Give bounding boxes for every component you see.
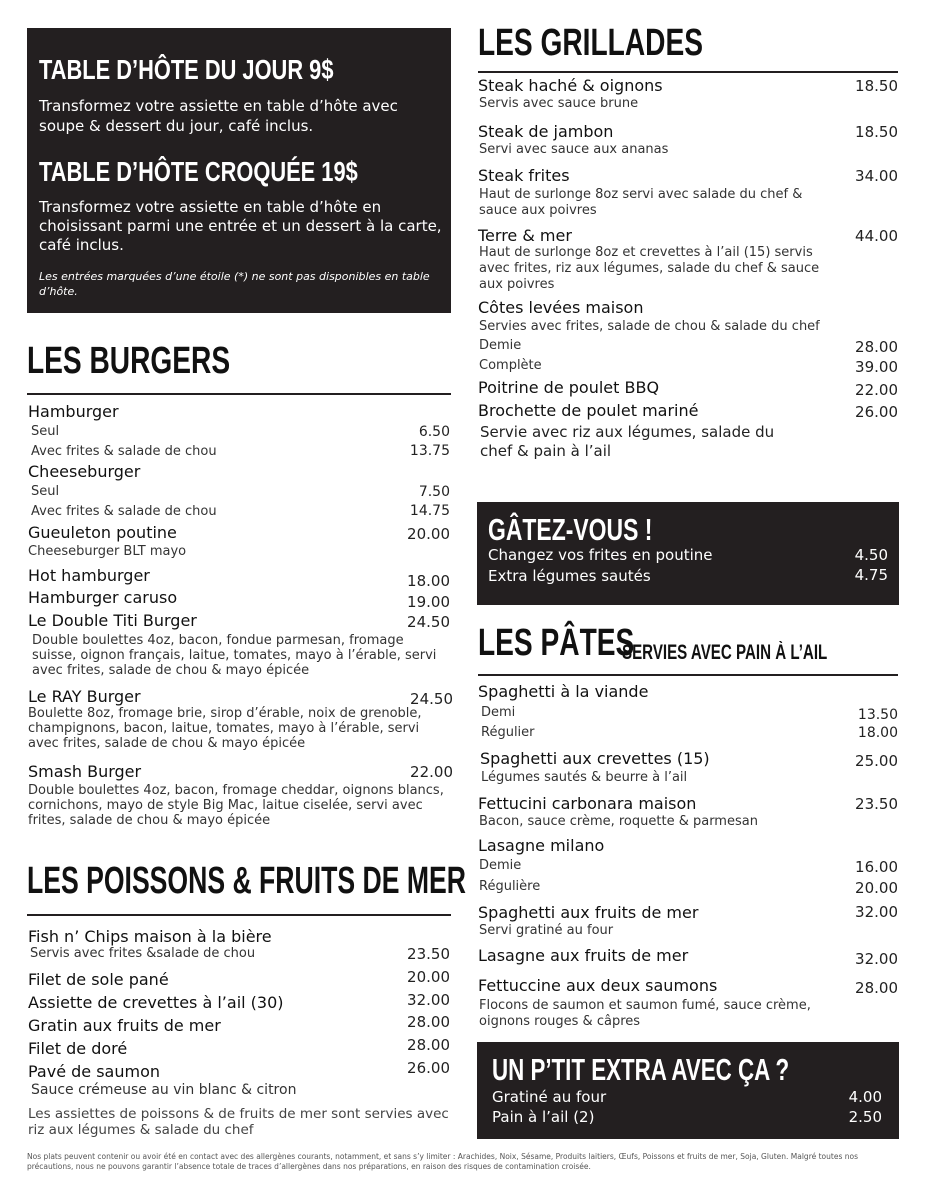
cheeseburger-price-1: 7.50: [418, 484, 450, 500]
cotes-opt-2: Complète: [479, 358, 542, 373]
cotes-price-1: 28.00: [855, 338, 898, 356]
poissons-note: Les assiettes de poissons & de fruits de mer sont servies avec riz aux légumes & salade du chef: [28, 1106, 449, 1138]
gatez-box: [477, 502, 899, 605]
fish-chips-name: Fish n’ Chips maison à la bière: [28, 927, 272, 946]
ray-name: Le RAY Burger: [28, 687, 141, 706]
jambon-name: Steak de jambon: [478, 122, 614, 141]
extra-price-2: 2.50: [848, 1108, 882, 1126]
crevettes-name: Assiette de crevettes à l’ail (30): [28, 993, 284, 1012]
carbonara-name: Fettucini carbonara maison: [478, 794, 697, 813]
spag-fdm-name: Spaghetti aux fruits de mer: [478, 903, 699, 922]
gueuleton-desc: Cheeseburger BLT mayo: [28, 544, 187, 559]
gratin-name: Gratin aux fruits de mer: [28, 1016, 221, 1035]
spag-viande-opt-1: Demi: [481, 705, 516, 720]
crevettes-price: 32.00: [407, 991, 450, 1009]
saumon-name: Pavé de saumon: [28, 1062, 161, 1081]
fish-chips-price: 23.50: [407, 945, 450, 963]
fettuccine-name: Fettuccine aux deux saumons: [478, 976, 718, 995]
hot-hamburger-price: 18.00: [407, 572, 450, 590]
saumon-desc: Sauce crémeuse au vin blanc & citron: [31, 1082, 297, 1098]
lasagne-price-1: 16.00: [855, 858, 898, 876]
ray-desc: Boulette 8oz, fromage brie, sirop d’érable, noix de grenoble, champignons, bacon, laitue, tomates, mayo à l’érable, servi avec frites, salade de chou & mayo épicée: [28, 706, 422, 751]
saumon-price: 26.00: [407, 1059, 450, 1077]
fettuccine-price: 28.00: [855, 979, 898, 997]
sole-price: 20.00: [407, 968, 450, 986]
lasagne-price-2: 20.00: [855, 879, 898, 897]
fish-chips-desc: Servis avec frites &salade de chou: [30, 946, 256, 961]
hot-hamburger-name: Hot hamburger: [28, 566, 150, 585]
caruso-name: Hamburger caruso: [28, 588, 178, 607]
gueuleton-name: Gueuleton poutine: [28, 523, 177, 542]
gatez-item-2: Extra légumes sautés: [488, 567, 651, 585]
jambon-price: 18.50: [855, 123, 898, 141]
hamburger-opt-2: Avec frites & salade de chou: [31, 444, 217, 459]
terre-mer-name: Terre & mer: [478, 226, 572, 245]
spag-crevettes-desc: Légumes sautés & beurre à l’ail: [481, 770, 688, 785]
extra-box: [477, 1042, 899, 1139]
lasagne-name: Lasagne milano: [478, 836, 605, 855]
spag-fdm-price: 32.00: [855, 903, 898, 921]
brochette-price: 26.00: [855, 403, 898, 421]
gratin-price: 28.00: [407, 1013, 450, 1031]
hamburger-price-1: 6.50: [418, 424, 450, 440]
spag-viande-price-1: 13.50: [857, 707, 898, 723]
lasagne-opt-1: Demie: [479, 858, 522, 873]
hamburger-name: Hamburger: [28, 402, 119, 421]
titi-desc: Double boulettes 4oz, bacon, fondue parmesan, fromage suisse, oignon français, laitue, tomates, mayo à l’érable, servi avec frites, salade de chou & mayo épicée: [32, 633, 437, 678]
brochette-desc: Servie avec riz aux légumes, salade du chef & pain à l’ail: [480, 423, 775, 460]
lasagne-opt-2: Régulière: [479, 879, 541, 894]
brochette-name: Brochette de poulet mariné: [478, 401, 699, 420]
pates-heading: LES PÂTES: [478, 622, 635, 664]
gatez-heading: GÂTEZ-VOUS !: [488, 512, 653, 547]
dore-price: 28.00: [407, 1036, 450, 1054]
extra-price-1: 4.00: [848, 1088, 882, 1106]
ray-price: 24.50: [410, 690, 453, 708]
pates-divider: [478, 674, 898, 676]
burgers-divider: [27, 393, 451, 395]
caruso-price: 19.00: [407, 593, 450, 611]
fettuccine-desc: Flocons de saumon et saumon fumé, sauce crème, oignons rouges & câpres: [479, 998, 811, 1029]
smash-name: Smash Burger: [28, 762, 142, 781]
cheeseburger-opt-2: Avec frites & salade de chou: [31, 504, 217, 519]
spag-fdm-desc: Servi gratiné au four: [479, 923, 614, 938]
spag-viande-name: Spaghetti à la viande: [478, 682, 649, 701]
table-hote-title-1: TABLE D’HÔTE DU JOUR 9$: [39, 54, 334, 85]
gatez-price-2: 4.75: [854, 566, 888, 584]
cheeseburger-opt-1: Seul: [31, 484, 60, 499]
spag-crevettes-price: 25.00: [855, 752, 898, 770]
gatez-price-1: 4.50: [854, 546, 888, 564]
spag-viande-opt-2: Régulier: [481, 725, 535, 740]
titi-name: Le Double Titi Burger: [28, 611, 197, 630]
terre-mer-price: 44.00: [855, 227, 898, 245]
table-hote-note: Les entrées marquées d’une étoile (*) ne sont pas disponibles en table d’hôte.: [39, 270, 430, 298]
steak-frites-name: Steak frites: [478, 166, 570, 185]
table-hote-text-2: Transformez votre assiette en table d’hôte en choisissant parmi une entrée et un dessert à la carte, café inclus.: [39, 198, 442, 254]
hamburger-price-2: 13.75: [409, 443, 450, 459]
steak-frites-price: 34.00: [855, 167, 898, 185]
cotes-name: Côtes levées maison: [478, 298, 644, 317]
smash-desc: Double boulettes 4oz, bacon, fromage cheddar, oignons blancs, cornichons, mayo de style Big Mac, laitue ciselée, servi avec frites, salade de chou & mayo épicée: [28, 783, 444, 828]
cheeseburger-name: Cheeseburger: [28, 462, 141, 481]
carbonara-price: 23.50: [855, 795, 898, 813]
extra-item-2: Pain à l’ail (2): [492, 1108, 595, 1126]
sole-name: Filet de sole pané: [28, 970, 169, 989]
extra-item-1: Gratiné au four: [492, 1088, 607, 1106]
steak-frites-desc: Haut de surlonge 8oz servi avec salade du chef & sauce aux poivres: [479, 187, 803, 218]
smash-price: 22.00: [410, 763, 453, 781]
steak-hache-price: 18.50: [855, 77, 898, 95]
gatez-item-1: Changez vos frites en poutine: [488, 546, 713, 564]
poissons-heading: LES POISSONS & FRUITS DE MER: [27, 860, 466, 902]
gueuleton-price: 20.00: [407, 525, 450, 543]
poissons-divider: [27, 914, 451, 916]
table-hote-title-2: TABLE D’HÔTE CROQUÉE 19$: [39, 156, 358, 187]
carbonara-desc: Bacon, sauce crème, roquette & parmesan: [479, 814, 758, 829]
allergen-disclaimer: Nos plats peuvent contenir ou avoir été en contact avec des allergènes courants, notamment, et sans s’y limiter : Arachides, Noix, Sésame, Produits laitiers, Œufs, Poissons et fruits de mer, Soja, Gluten. Malgré toutes nos précautions, nous ne pouvons garantir l’absence totale de traces d’allergènes dans nos préparations, en raison des risques de contamination croisée.: [27, 1152, 858, 1171]
spag-crevettes-name: Spaghetti aux crevettes (15): [480, 749, 710, 768]
dore-name: Filet de doré: [28, 1039, 128, 1058]
lasagne-fdm-price: 32.00: [855, 950, 898, 968]
cotes-price-2: 39.00: [855, 358, 898, 376]
burgers-heading: LES BURGERS: [27, 340, 231, 382]
jambon-desc: Servi avec sauce aux ananas: [479, 142, 669, 157]
grillades-divider: [478, 71, 898, 73]
pates-subheading: SERVIES AVEC PAIN À L’AIL: [622, 641, 828, 664]
poitrine-price: 22.00: [855, 381, 898, 399]
cotes-opt-1: Demie: [479, 338, 522, 353]
table-hote-text-1: Transformez votre assiette en table d’hôte avec soupe & dessert du jour, café inclus.: [39, 97, 398, 135]
extra-heading: UN P’TIT EXTRA AVEC ÇA ?: [492, 1052, 790, 1087]
grillades-heading: LES GRILLADES: [478, 22, 703, 64]
cheeseburger-price-2: 14.75: [409, 503, 450, 519]
steak-hache-desc: Servis avec sauce brune: [479, 96, 639, 111]
lasagne-fdm-name: Lasagne aux fruits de mer: [478, 946, 689, 965]
steak-hache-name: Steak haché & oignons: [478, 76, 663, 95]
hamburger-opt-1: Seul: [31, 424, 60, 439]
poitrine-name: Poitrine de poulet BBQ: [478, 378, 660, 397]
terre-mer-desc: Haut de surlonge 8oz et crevettes à l’ail (15) servis avec frites, riz aux légumes, salade du chef & sauce aux poivres: [479, 245, 820, 292]
titi-price: 24.50: [407, 613, 450, 631]
spag-viande-price-2: 18.00: [857, 725, 898, 741]
cotes-desc: Servies avec frites, salade de chou & salade du chef: [479, 319, 820, 334]
table-hote-box: [27, 28, 451, 313]
